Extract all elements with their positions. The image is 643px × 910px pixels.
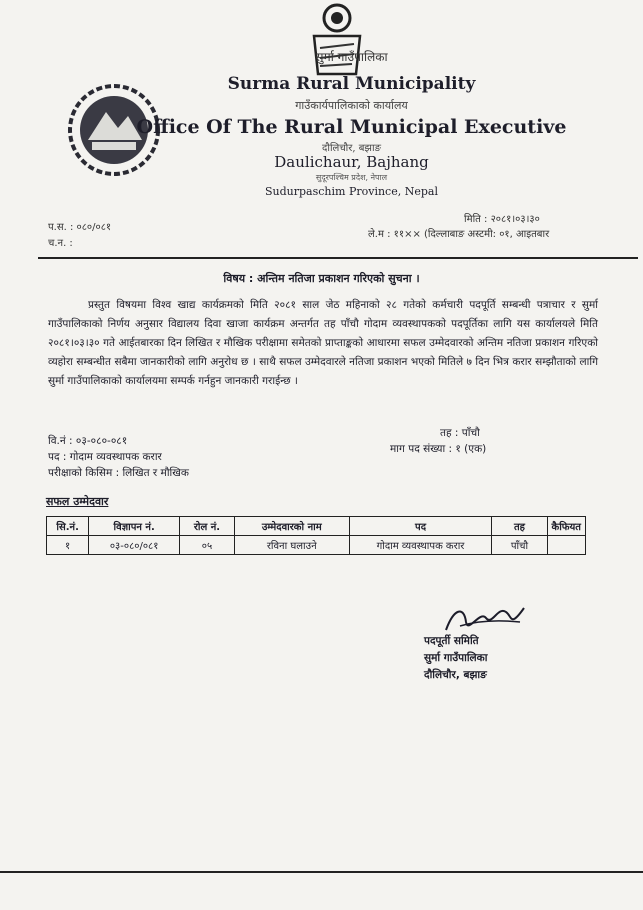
cell-level: पाँचौ [492, 536, 547, 555]
table-header-row [47, 517, 586, 536]
col-post: पद [349, 517, 492, 536]
col-ad-number: विज्ञापन नं. [89, 517, 180, 536]
municipality-logo-icon [306, 2, 368, 80]
post-name: पद : गोदाम व्यवस्थापक करार [48, 451, 162, 463]
letter-date: मिति : २०८१।०३।३० [464, 214, 540, 225]
letter-number: प.स. : ०८०/०८१ [48, 222, 112, 233]
col-candidate-name: उम्मेदवारको नाम [234, 517, 349, 536]
footer-divider [0, 871, 643, 873]
success-heading: सफल उम्मेदवार [46, 495, 109, 508]
level: तह : पाँचौ [440, 427, 480, 439]
col-roll-number: रोल नं. [180, 517, 235, 536]
address-english: Sudurpaschim Province, Nepal [265, 185, 438, 198]
header-divider [38, 257, 638, 259]
cell-candidate-name: रविना घलाउने [234, 536, 349, 555]
office-name-english: Office Of The Rural Municipal Executive [136, 116, 567, 138]
cell-roll-number: ०५ [180, 536, 235, 555]
subject-line: विषय : अन्तिम नतिजा प्रकाशन गरिएको सुचना । [223, 272, 420, 285]
address-nepali: सुदूरपश्चिम प्रदेश, नेपाल [315, 173, 388, 182]
exam-type: परीक्षाको किसिम : लिखित र मौखिक [48, 467, 189, 479]
cell-post: गोदाम व्यवस्थापक करार [349, 536, 492, 555]
place-english: Daulichaur, Bajhang [274, 153, 429, 171]
col-level: तह [492, 517, 547, 536]
office-name-nepali: गाउँकार्यपालिकाको कार्यालय [295, 99, 408, 112]
notice-body: प्रस्तुत विषयमा विश्व खाद्य कार्यक्रमको मिति २०८१ साल जेठ महिनाको २८ गतेको कर्मचारी पदपूर्ति सम्बन्धी पत्राचार र सुर्मा गाउँपालिकाको निर्णय अनुसार विद्यालय दिवा खाजा कार्यक्रम अन्तर्गत तह पाँचौ गोदाम व्यवस्थापकको पदपूर्तिका लागि यस कार्यालयले मिति २०८१।०३।३० गते आईतबारका दिन लिखित र मौखिक परीक्षामा समेतको प्राप्ताङ्कको आधारमा सफल उम्मेदवारको अन्तिम नतिजा प्रकाशन गरिएको व्यहोरा सम्बन्धीत सबैमा जानकारीको लागि अनुरोध छ । साथै सफल उम्मेदवारले नतिजा प्रकाशन भएको मितिले ७ दिन भित्र करार सम्झौताको लागि सुर्मा गाउँपालिकाको कार्यालयमा सम्पर्क गर्नहुन जानकारी गराईन्छ । [48, 299, 598, 387]
cell-serial: १ [47, 536, 89, 555]
cell-ad-number: ०३-०८०/०८१ [89, 536, 180, 555]
signatory-municipality: सुर्मा गाउँपालिका [424, 652, 488, 664]
signatory-committee: पदपूर्ती समिति [424, 635, 479, 647]
col-serial: सि.नं. [47, 517, 89, 536]
col-remarks: कैफियत [547, 517, 585, 536]
dispatch-number: च.न. : [48, 238, 73, 249]
advertisement-number: वि.नं : ०३-०८०-०८१ [48, 435, 128, 447]
table-row [47, 536, 586, 555]
demand-count: माग पद संख्या : १ (एक) [390, 443, 487, 455]
reference-date: ले.म : ११×× (दिल्लाबाङ अस्टमी: ०१, आइतबार [368, 229, 550, 240]
signatory-place: दौलिचौर, बझाङ [424, 669, 487, 681]
municipality-name-english: Surma Rural Municipality [227, 74, 476, 94]
municipality-name-nepali: सुर्मा गाउँपालिका [315, 50, 388, 64]
results-table [46, 516, 586, 555]
cell-remarks [547, 536, 585, 555]
place-nepali: दौलिचौर, बझाङ [322, 143, 381, 154]
